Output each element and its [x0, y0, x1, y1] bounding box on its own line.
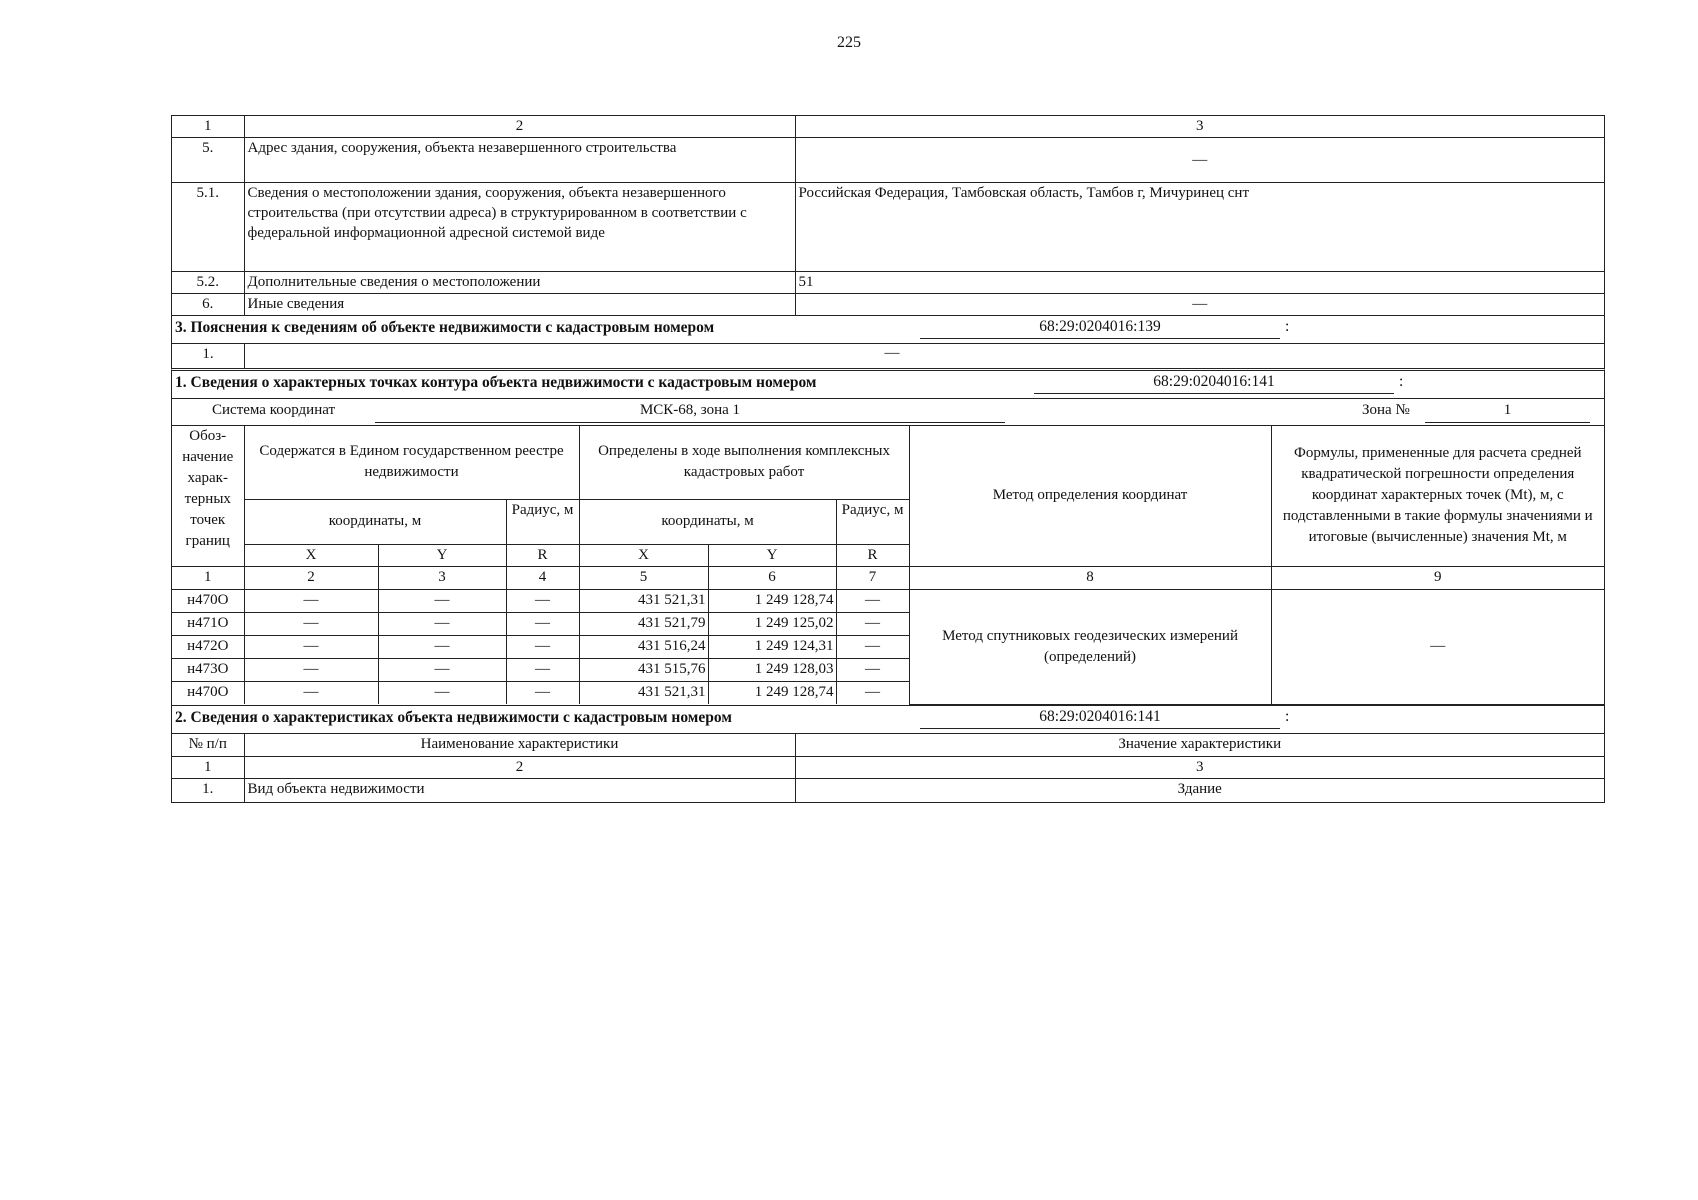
- header-complex-works: Определены в ходе выполнения комплексных кадастровых работ: [579, 426, 909, 499]
- point-name: н470О: [172, 589, 244, 612]
- header-radius: Радиус, м: [836, 499, 909, 544]
- row-value: —: [884, 345, 900, 361]
- point-x-egrn: —: [244, 658, 378, 681]
- point-r: —: [836, 589, 909, 612]
- section3-cadastral-number: 68:29:0204016:139: [920, 318, 1280, 339]
- row-number: 5.: [172, 137, 244, 182]
- coordinate-system-line: [171, 398, 1605, 425]
- point-y-egrn: —: [378, 681, 506, 704]
- section3-title: 3. Пояснения к сведениям об объекте недвижимости с кадастровым номером: [175, 319, 715, 336]
- section2-title: 2. Сведения о характеристиках объекта недвижимости с кадастровым номером: [175, 708, 732, 726]
- column-number: 6: [708, 566, 836, 589]
- section3-row: [171, 343, 1605, 368]
- point-name: н472О: [172, 635, 244, 658]
- table-row: [172, 589, 1604, 612]
- point-y: 1 249 128,74: [708, 681, 836, 704]
- point-r-egrn: —: [506, 589, 579, 612]
- header-formulas: Формулы, примененные для расчета средней квадратической погрешности определения координат характерных точек (Mt), м, с подставленными в такие формулы значениями и итоговые (вычисленные) значения Mt, м: [1271, 426, 1604, 566]
- column-number: 4: [506, 566, 579, 589]
- point-name: н471О: [172, 612, 244, 635]
- point-y: 1 249 125,02: [708, 612, 836, 635]
- row-number: 1.: [202, 346, 214, 362]
- column-number: 1: [172, 566, 244, 589]
- points-table: [172, 426, 1604, 705]
- table-row: [172, 293, 1604, 315]
- table-row: [172, 137, 1604, 182]
- coord-system-value: МСК-68, зона 1: [375, 402, 1005, 423]
- row-value: —: [795, 137, 1604, 182]
- column-number-row: [172, 566, 1604, 589]
- top-table: [172, 116, 1604, 315]
- point-x-egrn: —: [244, 612, 378, 635]
- point-y: 1 249 124,31: [708, 635, 836, 658]
- point-y-egrn: —: [378, 658, 506, 681]
- row-name: Вид объекта недвижимости: [244, 779, 795, 802]
- column-number: 1: [172, 757, 244, 779]
- point-x-egrn: —: [244, 681, 378, 704]
- header-y: Y: [378, 544, 506, 566]
- header-cell: Наименование характеристики: [244, 734, 795, 757]
- points-table-block: [171, 425, 1605, 705]
- section2-heading: [171, 705, 1605, 733]
- point-y: 1 249 128,03: [708, 658, 836, 681]
- section2-cadastral-number: 68:29:0204016:141: [920, 708, 1280, 729]
- point-x: 431 521,79: [579, 612, 708, 635]
- point-x-egrn: —: [244, 635, 378, 658]
- characteristics-table-block: [171, 733, 1605, 803]
- top-table-block: [171, 115, 1605, 315]
- row-value: —: [795, 293, 1604, 315]
- header-cell: Значение характеристики: [795, 734, 1604, 757]
- column-number: 8: [909, 566, 1271, 589]
- row-number: 1.: [172, 779, 244, 802]
- point-x: 431 521,31: [579, 589, 708, 612]
- section3-colon: :: [1285, 318, 1290, 335]
- section1-title: 1. Сведения о характерных точках контура объекта недвижимости с кадастровым номером: [175, 374, 817, 391]
- point-r-egrn: —: [506, 635, 579, 658]
- row-number: 6.: [172, 293, 244, 315]
- point-r: —: [836, 635, 909, 658]
- table-row: [172, 182, 1604, 271]
- cadastral-sheet: [171, 115, 1605, 803]
- section2-colon: :: [1285, 707, 1290, 725]
- point-name: н473О: [172, 658, 244, 681]
- header-cell: 2: [244, 116, 795, 137]
- point-r-egrn: —: [506, 681, 579, 704]
- header-x: X: [579, 544, 708, 566]
- table-header-row: [172, 116, 1604, 137]
- header-coords: координаты, м: [579, 499, 836, 544]
- row-name: Иные сведения: [244, 293, 795, 315]
- point-y-egrn: —: [378, 635, 506, 658]
- point-r: —: [836, 612, 909, 635]
- column-divider: [244, 344, 245, 368]
- method-value: Метод спутниковых геодезических измерений (определений): [909, 589, 1271, 704]
- point-x: 431 521,31: [579, 681, 708, 704]
- header-designation: Обоз-начение харак-терных точек границ: [172, 426, 244, 566]
- section1-heading: [171, 368, 1605, 398]
- page-number: 225: [837, 34, 861, 51]
- point-y-egrn: —: [378, 589, 506, 612]
- header-coords: координаты, м: [244, 499, 506, 544]
- section1-cadastral-number: 68:29:0204016:141: [1034, 373, 1394, 394]
- row-value: Российская Федерация, Тамбовская область, Тамбов г, Мичуринец снт: [795, 182, 1604, 271]
- header-x: X: [244, 544, 378, 566]
- point-y-egrn: —: [378, 612, 506, 635]
- row-number: 5.2.: [172, 271, 244, 293]
- point-r-egrn: —: [506, 612, 579, 635]
- point-r-egrn: —: [506, 658, 579, 681]
- row-number: 5.1.: [172, 182, 244, 271]
- point-x: 431 516,24: [579, 635, 708, 658]
- section3-heading: [171, 315, 1605, 343]
- row-value: Здание: [795, 779, 1604, 802]
- point-y: 1 249 128,74: [708, 589, 836, 612]
- column-number: 2: [244, 566, 378, 589]
- header-cell: 1: [172, 116, 244, 137]
- header-y: Y: [708, 544, 836, 566]
- column-number: 5: [579, 566, 708, 589]
- row-name: Дополнительные сведения о местоположении: [244, 271, 795, 293]
- header-r: R: [506, 544, 579, 566]
- header-cell: 3: [795, 116, 1604, 137]
- coord-system-label: Система координат: [212, 402, 336, 418]
- section1-colon: :: [1399, 373, 1404, 390]
- zone-value: 1: [1425, 402, 1590, 423]
- table-header-row: [172, 426, 1604, 499]
- column-number: 3: [795, 757, 1604, 779]
- row-value: 51: [795, 271, 1604, 293]
- table-row: [172, 779, 1604, 802]
- header-egrn: Содержатся в Едином государственном реестре недвижимости: [244, 426, 579, 499]
- row-name: Адрес здания, сооружения, объекта незавершенного строительства: [244, 137, 795, 182]
- header-cell: № п/п: [172, 734, 244, 757]
- formulas-value: —: [1271, 589, 1604, 704]
- characteristics-table: [172, 734, 1604, 802]
- column-number-row: [172, 757, 1604, 779]
- point-r: —: [836, 681, 909, 704]
- column-number: 2: [244, 757, 795, 779]
- column-number: 3: [378, 566, 506, 589]
- header-radius: Радиус, м: [506, 499, 579, 544]
- point-name: н470О: [172, 681, 244, 704]
- point-r: —: [836, 658, 909, 681]
- table-row: [172, 271, 1604, 293]
- header-r: R: [836, 544, 909, 566]
- column-number: 9: [1271, 566, 1604, 589]
- header-method: Метод определения координат: [909, 426, 1271, 566]
- point-x-egrn: —: [244, 589, 378, 612]
- zone-label: Зона №: [1362, 402, 1410, 418]
- row-name: Сведения о местоположении здания, сооружения, объекта незавершенного строительства (при отсутствии адреса) в структурированном в соответствии с федеральной информационной адресной системой виде: [244, 182, 795, 271]
- point-x: 431 515,76: [579, 658, 708, 681]
- column-number: 7: [836, 566, 909, 589]
- table-header-row: [172, 734, 1604, 757]
